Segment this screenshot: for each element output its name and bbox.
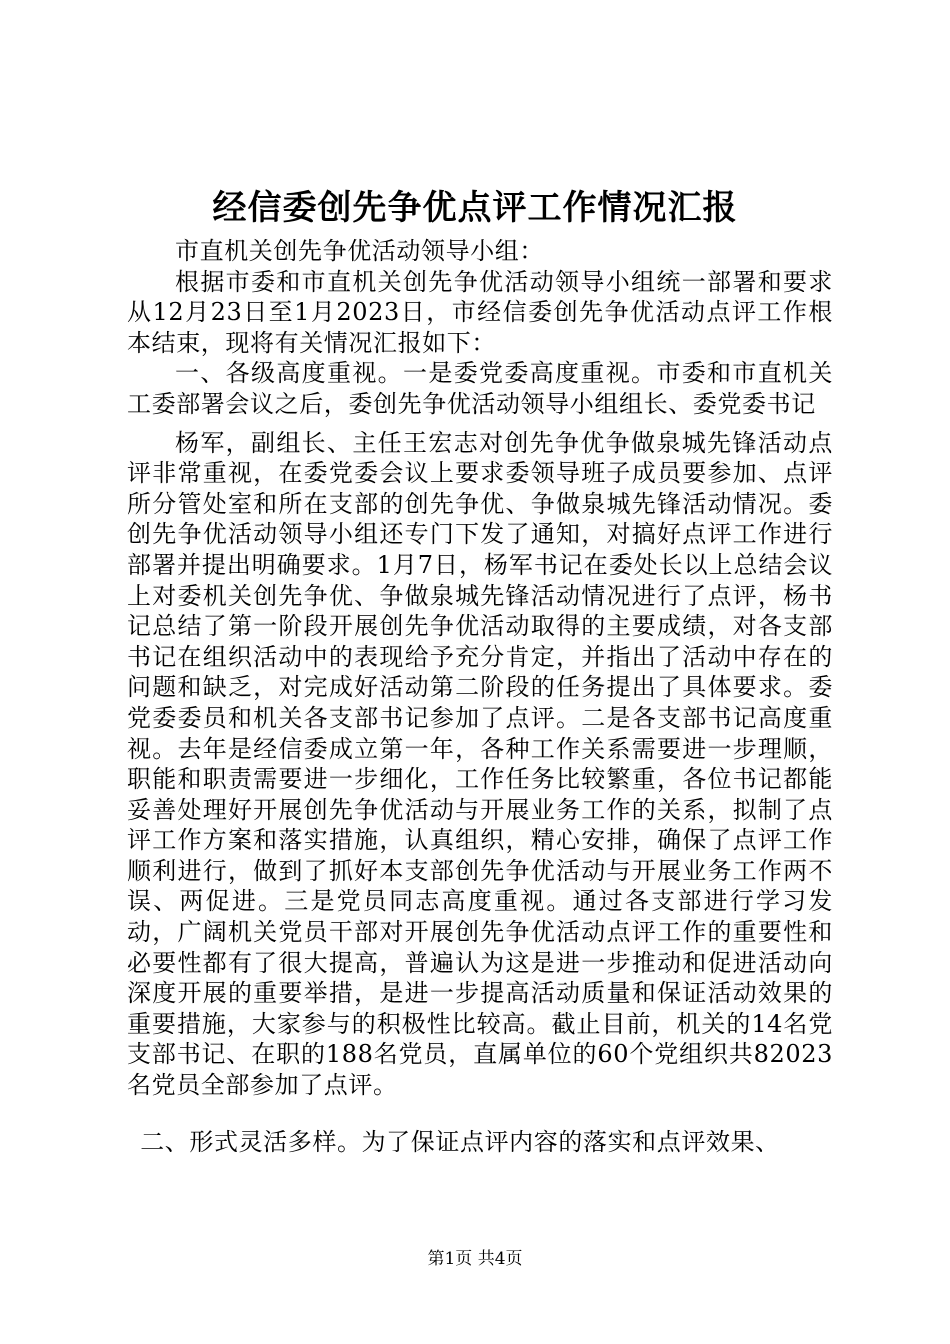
section-one-heading-paragraph: 一、各级高度重视。一是委党委高度重视。市委和市直机关工委部署会议之后，委创先争优活动领导小组组长、委党委书记 <box>127 359 833 418</box>
salutation-paragraph: 市直机关创先争优活动领导小组： <box>175 237 544 265</box>
section-one-body-paragraph: 杨军，副组长、主任王宏志对创先争优争做泉城先锋活动点评非常重视，在委党委会议上要求委领导班子成员要参加、点评所分管处室和所在支部的创先争优、争做泉城先锋活动情况。委创先争优活动领导小组还专门下发了通知，对搞好点评工作进行部署并提出明确要求。1月7日，杨军书记在委处长以上总结会议上对委机关创先争优、争做泉城先锋活动情况进行了点评，杨书记总结了第一阶段开展创先争优活动取得的主要成绩，对各支部书记在组织活动中的表现给予充分肯定，并指出了活动中存在的问题和缺乏，对完成好活动第二阶段的任务提出了具体要求。委党委委员和机关各支部书记参加了点评。二是各支部书记高度重视。去年是经信委成立第一年，各种工作关系需要进一步理顺，职能和职责需要进一步细化，工作任务比较繁重，各位书记都能妥善处理好开展创先争优活动与开展业务工作的关系，拟制了点评工作方案和落实措施，认真组织，精心安排，确保了点评工作顺利进行，做到了抓好本支部创先争优活动与开展业务工作两不误、两促进。三是党员同志高度重视。通过各支部进行学习发动，广阔机关党员干部对开展创先争优活动点评工作的重要性和必要性都有了很大提高，普遍认为这是进一步推动和促进活动向深度开展的重要举措，是进一步提高活动质量和保证活动效果的重要措施，大家参与的积极性比较高。截止目前，机关的14名党支部书记、在职的188名党员，直属单位的60个党组织共82023名党员全部参加了点评。 <box>127 428 833 1100</box>
section-two-heading-paragraph: 二、形式灵活多样。为了保证点评内容的落实和点评效果、 <box>140 1127 780 1156</box>
document-body <box>127 236 833 1157</box>
document-title: 经信委创先争优点评工作情况汇报 <box>212 188 738 228</box>
intro-paragraph: 根据市委和市直机关创先争优活动领导小组统一部署和要求从12月23日至1月2023日，市经信委创先争优活动点评工作根本结束，现将有关情况汇报如下： <box>127 267 833 357</box>
page-number-footer: 第1页 共4页 <box>427 1249 523 1269</box>
